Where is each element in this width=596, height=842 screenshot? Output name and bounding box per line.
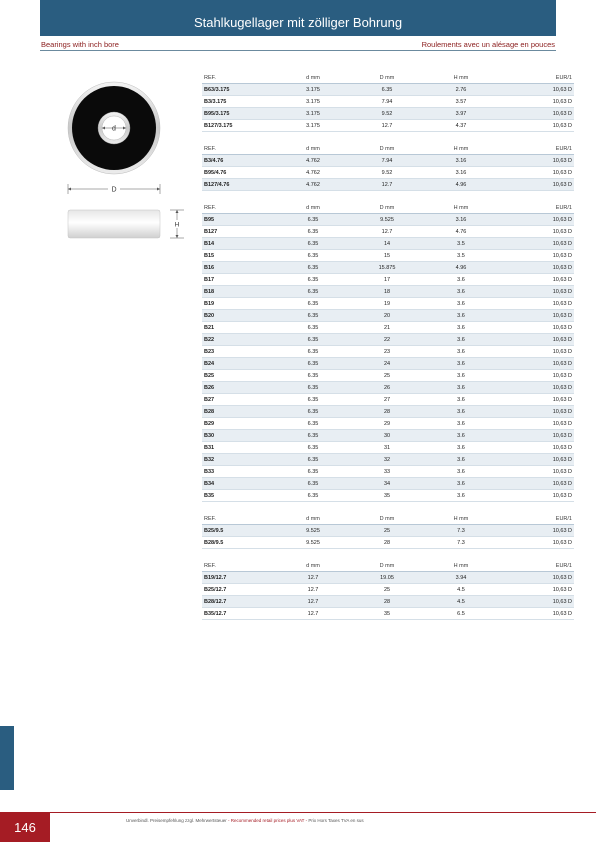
cell-ref: B63/3.175: [202, 84, 276, 96]
section-tab: [0, 726, 14, 790]
bearing-table: [202, 72, 574, 132]
table-row: [202, 96, 574, 108]
table-row: [202, 394, 574, 406]
cell-d: 28: [350, 406, 424, 418]
cell-d: 20: [350, 310, 424, 322]
cell-d: 21: [350, 322, 424, 334]
cell-d: 35: [350, 608, 424, 620]
cell-d: 19.05: [350, 572, 424, 584]
cell-h: 3.6: [424, 358, 498, 370]
table-row: [202, 179, 574, 191]
cell-h: 3.6: [424, 394, 498, 406]
cell-h: 6.5: [424, 608, 498, 620]
cell-h: 4.5: [424, 584, 498, 596]
cell-ref: B35/12.7: [202, 608, 276, 620]
cell-eur: 10,63 D: [498, 608, 574, 620]
cell-h: 3.6: [424, 454, 498, 466]
cell-d: 6.35: [276, 418, 350, 430]
table-row: [202, 120, 574, 132]
cell-ref: B19/12.7: [202, 572, 276, 584]
cell-d: 9.525: [276, 525, 350, 537]
column-header-eur: EUR/1: [498, 72, 574, 84]
cell-ref: B29: [202, 418, 276, 430]
column-header-eur: EUR/1: [498, 513, 574, 525]
cell-ref: B127/3.175: [202, 120, 276, 132]
table-row: [202, 108, 574, 120]
table-row: [202, 584, 574, 596]
cell-eur: 10,63 D: [498, 226, 574, 238]
cell-d: 6.35: [276, 466, 350, 478]
footer-note-de: Unverbindl. Preisempfehlung zzgl. Mehrwertsteuer: [126, 818, 227, 823]
column-header-h: H mm: [424, 72, 498, 84]
cell-d: 7.94: [350, 155, 424, 167]
cell-h: 4.37: [424, 120, 498, 132]
cell-d: 6.35: [276, 382, 350, 394]
cell-eur: 10,63 D: [498, 334, 574, 346]
cell-eur: 10,63 D: [498, 454, 574, 466]
cell-d: 7.94: [350, 96, 424, 108]
cell-h: 3.6: [424, 478, 498, 490]
cell-ref: B95/3.175: [202, 108, 276, 120]
cell-d: 6.35: [276, 286, 350, 298]
table-row: [202, 238, 574, 250]
cell-d: 6.35: [276, 490, 350, 502]
table-row: [202, 250, 574, 262]
bearing-table: [202, 560, 574, 620]
column-header-h: H mm: [424, 560, 498, 572]
cell-ref: B14: [202, 238, 276, 250]
cell-h: 3.6: [424, 442, 498, 454]
cell-d: 6.35: [276, 442, 350, 454]
table-row: [202, 370, 574, 382]
cell-ref: B30: [202, 430, 276, 442]
cell-eur: 10,63 D: [498, 490, 574, 502]
cell-eur: 10,63 D: [498, 382, 574, 394]
column-header-d: d mm: [276, 72, 350, 84]
cell-ref: B28: [202, 406, 276, 418]
cell-d: 35: [350, 490, 424, 502]
cell-eur: 10,63 D: [498, 108, 574, 120]
table-row: [202, 478, 574, 490]
table-row: [202, 346, 574, 358]
table-row: [202, 298, 574, 310]
bearing-table: [202, 143, 574, 191]
cell-d: 12.7: [276, 608, 350, 620]
cell-d: 12.7: [350, 179, 424, 191]
cell-d: 6.35: [276, 238, 350, 250]
cell-d: 14: [350, 238, 424, 250]
table-row: [202, 454, 574, 466]
diameter-inner-label: d: [112, 125, 116, 133]
column-header-d: d mm: [276, 560, 350, 572]
table-row: [202, 596, 574, 608]
table-row: [202, 406, 574, 418]
cell-eur: 10,63 D: [498, 358, 574, 370]
cell-h: 3.6: [424, 274, 498, 286]
cell-d: 6.35: [350, 84, 424, 96]
table-row: [202, 537, 574, 549]
cell-d: 12.7: [350, 120, 424, 132]
cell-eur: 10,63 D: [498, 262, 574, 274]
cell-h: 3.16: [424, 214, 498, 226]
cell-h: 3.6: [424, 382, 498, 394]
cell-ref: B3/3.175: [202, 96, 276, 108]
footer-divider: [50, 812, 596, 813]
cell-d: 6.35: [276, 358, 350, 370]
table-header-row: [202, 72, 574, 84]
table-row: [202, 358, 574, 370]
cell-h: 4.76: [424, 226, 498, 238]
cell-eur: 10,63 D: [498, 274, 574, 286]
cell-h: 3.94: [424, 572, 498, 584]
cell-h: 3.97: [424, 108, 498, 120]
cell-d: 34: [350, 478, 424, 490]
cell-ref: B21: [202, 322, 276, 334]
cell-ref: B15: [202, 250, 276, 262]
page-number: 146: [0, 812, 50, 842]
table-row: [202, 418, 574, 430]
cell-d: 25: [350, 370, 424, 382]
bearing-front-view: [68, 82, 160, 174]
cell-d: 12.7: [276, 596, 350, 608]
bearing-side-view: [68, 210, 184, 238]
cell-ref: B24: [202, 358, 276, 370]
cell-eur: 10,63 D: [498, 370, 574, 382]
bearing-table: [202, 513, 574, 549]
cell-ref: B28/9.5: [202, 537, 276, 549]
table-row: [202, 274, 574, 286]
cell-d: 12.7: [276, 584, 350, 596]
column-header-h: H mm: [424, 202, 498, 214]
cell-h: 3.5: [424, 238, 498, 250]
table-row: [202, 382, 574, 394]
column-header-ref: REF.: [202, 202, 276, 214]
cell-eur: 10,63 D: [498, 584, 574, 596]
cell-h: 3.6: [424, 346, 498, 358]
cell-ref: B26: [202, 382, 276, 394]
cell-eur: 10,63 D: [498, 537, 574, 549]
cell-d: 9.525: [350, 214, 424, 226]
cell-d: 6.35: [276, 250, 350, 262]
cell-d: 27: [350, 394, 424, 406]
cell-ref: B22: [202, 334, 276, 346]
cell-h: 7.3: [424, 525, 498, 537]
table-header-row: [202, 202, 574, 214]
cell-d: 28: [350, 537, 424, 549]
cell-ref: B95: [202, 214, 276, 226]
cell-ref: B34: [202, 478, 276, 490]
footer-note-fr: Prix Hors Taxes TVA en sus: [308, 818, 364, 823]
cell-h: 3.16: [424, 155, 498, 167]
cell-h: 3.6: [424, 370, 498, 382]
cell-eur: 10,63 D: [498, 84, 574, 96]
table-row: [202, 167, 574, 179]
cell-h: 7.3: [424, 537, 498, 549]
cell-d: 6.35: [276, 406, 350, 418]
cell-d: 9.52: [350, 167, 424, 179]
cell-ref: B3/4.76: [202, 155, 276, 167]
cell-d: 17: [350, 274, 424, 286]
cell-ref: B25/9.5: [202, 525, 276, 537]
cell-d: 25: [350, 525, 424, 537]
bearing-table: [202, 202, 574, 502]
cell-d: 6.35: [276, 370, 350, 382]
cell-d: 6.35: [276, 346, 350, 358]
cell-d: 30: [350, 430, 424, 442]
cell-ref: B23: [202, 346, 276, 358]
cell-ref: B16: [202, 262, 276, 274]
header-divider: [40, 50, 556, 51]
cell-d: 24: [350, 358, 424, 370]
cell-d: 6.35: [276, 298, 350, 310]
column-header-ref: REF.: [202, 143, 276, 155]
cell-h: 4.96: [424, 262, 498, 274]
cell-eur: 10,63 D: [498, 394, 574, 406]
cell-d: 12.7: [276, 572, 350, 584]
cell-eur: 10,63 D: [498, 179, 574, 191]
cell-h: 4.96: [424, 179, 498, 191]
table-row: [202, 226, 574, 238]
table-row: [202, 214, 574, 226]
cell-h: 3.6: [424, 406, 498, 418]
cell-h: 4.5: [424, 596, 498, 608]
column-header-d: D mm: [350, 560, 424, 572]
footer-price-note: [126, 818, 364, 823]
cell-h: 3.6: [424, 466, 498, 478]
cell-eur: 10,63 D: [498, 286, 574, 298]
table-row: [202, 322, 574, 334]
cell-h: 3.16: [424, 167, 498, 179]
table-header-row: [202, 143, 574, 155]
height-label: H: [174, 221, 180, 229]
cell-d: 3.175: [276, 96, 350, 108]
cell-d: 32: [350, 454, 424, 466]
column-header-ref: REF.: [202, 72, 276, 84]
table-row: [202, 84, 574, 96]
cell-d: 6.35: [276, 274, 350, 286]
cell-d: 12.7: [350, 226, 424, 238]
cell-d: 3.175: [276, 120, 350, 132]
cell-d: 15: [350, 250, 424, 262]
table-row: [202, 490, 574, 502]
cell-eur: 10,63 D: [498, 214, 574, 226]
table-row: [202, 466, 574, 478]
cell-eur: 10,63 D: [498, 596, 574, 608]
cell-d: 22: [350, 334, 424, 346]
column-header-d: D mm: [350, 202, 424, 214]
cell-h: 3.6: [424, 286, 498, 298]
outer-diameter-dimension: [68, 184, 160, 194]
table-row: [202, 525, 574, 537]
cell-ref: B32: [202, 454, 276, 466]
table-header-row: [202, 560, 574, 572]
cell-ref: B19: [202, 298, 276, 310]
cell-d: 6.35: [276, 214, 350, 226]
cell-eur: 10,63 D: [498, 298, 574, 310]
cell-ref: B27: [202, 394, 276, 406]
diameter-outer-label: D: [111, 186, 117, 194]
cell-ref: B127/4.76: [202, 179, 276, 191]
cell-ref: B35: [202, 490, 276, 502]
table-row: [202, 286, 574, 298]
table-row: [202, 262, 574, 274]
cell-eur: 10,63 D: [498, 478, 574, 490]
cell-d: 33: [350, 466, 424, 478]
cell-d: 6.35: [276, 454, 350, 466]
table-row: [202, 608, 574, 620]
cell-ref: B95/4.76: [202, 167, 276, 179]
spec-tables: [202, 72, 572, 631]
cell-d: 6.35: [276, 322, 350, 334]
column-header-h: H mm: [424, 143, 498, 155]
cell-d: 25: [350, 584, 424, 596]
cell-eur: 10,63 D: [498, 310, 574, 322]
table-row: [202, 442, 574, 454]
cell-d: 19: [350, 298, 424, 310]
cell-ref: B28/12.7: [202, 596, 276, 608]
cell-eur: 10,63 D: [498, 322, 574, 334]
cell-d: 26: [350, 382, 424, 394]
cell-h: 3.6: [424, 322, 498, 334]
cell-h: 3.6: [424, 310, 498, 322]
column-header-ref: REF.: [202, 513, 276, 525]
table-header-row: [202, 513, 574, 525]
cell-ref: B17: [202, 274, 276, 286]
cell-ref: B31: [202, 442, 276, 454]
bearing-drawing: [66, 68, 196, 248]
cell-d: 18: [350, 286, 424, 298]
cell-eur: 10,63 D: [498, 418, 574, 430]
cell-h: 3.6: [424, 490, 498, 502]
cell-h: 3.6: [424, 334, 498, 346]
cell-ref: B25: [202, 370, 276, 382]
cell-d: 4.762: [276, 155, 350, 167]
cell-eur: 10,63 D: [498, 96, 574, 108]
column-header-d: D mm: [350, 143, 424, 155]
subtitle-english: Bearings with inch bore: [41, 40, 119, 49]
cell-d: 6.35: [276, 310, 350, 322]
cell-h: 3.6: [424, 430, 498, 442]
table-row: [202, 430, 574, 442]
table-row: [202, 310, 574, 322]
table-row: [202, 155, 574, 167]
cell-eur: 10,63 D: [498, 238, 574, 250]
cell-eur: 10,63 D: [498, 430, 574, 442]
cell-d: 6.35: [276, 262, 350, 274]
column-header-h: H mm: [424, 513, 498, 525]
cell-d: 15.875: [350, 262, 424, 274]
cell-d: 6.35: [276, 334, 350, 346]
cell-d: 28: [350, 596, 424, 608]
column-header-eur: EUR/1: [498, 560, 574, 572]
cell-d: 9.52: [350, 108, 424, 120]
cell-d: 6.35: [276, 430, 350, 442]
cell-eur: 10,63 D: [498, 466, 574, 478]
cell-d: 6.35: [276, 394, 350, 406]
cell-h: 3.5: [424, 250, 498, 262]
column-header-d: d mm: [276, 513, 350, 525]
footer-note-en: - Recommended retail prices plus VAT -: [226, 818, 309, 823]
cell-eur: 10,63 D: [498, 572, 574, 584]
cell-d: 31: [350, 442, 424, 454]
cell-d: 3.175: [276, 84, 350, 96]
cell-ref: B18: [202, 286, 276, 298]
cell-h: 3.6: [424, 418, 498, 430]
cell-ref: B20: [202, 310, 276, 322]
cell-eur: 10,63 D: [498, 250, 574, 262]
cell-d: 6.35: [276, 478, 350, 490]
cell-h: 3.57: [424, 96, 498, 108]
column-header-d: D mm: [350, 513, 424, 525]
page-title-bar: [40, 0, 556, 36]
table-row: [202, 334, 574, 346]
cell-d: 6.35: [276, 226, 350, 238]
cell-h: 3.6: [424, 298, 498, 310]
cell-eur: 10,63 D: [498, 155, 574, 167]
cell-d: 4.762: [276, 167, 350, 179]
cell-ref: B127: [202, 226, 276, 238]
column-header-d: D mm: [350, 72, 424, 84]
cell-eur: 10,63 D: [498, 442, 574, 454]
cell-h: 2.76: [424, 84, 498, 96]
cell-eur: 10,63 D: [498, 525, 574, 537]
cell-d: 4.762: [276, 179, 350, 191]
bearing-illustration: [66, 68, 196, 248]
column-header-eur: EUR/1: [498, 202, 574, 214]
table-row: [202, 572, 574, 584]
page-title: Stahlkugellager mit zölliger Bohrung: [193, 15, 403, 30]
column-header-eur: EUR/1: [498, 143, 574, 155]
column-header-d: d mm: [276, 143, 350, 155]
cell-d: 9.525: [276, 537, 350, 549]
cell-eur: 10,63 D: [498, 120, 574, 132]
cell-ref: B25/12.7: [202, 584, 276, 596]
column-header-ref: REF.: [202, 560, 276, 572]
column-header-d: d mm: [276, 202, 350, 214]
cell-d: 29: [350, 418, 424, 430]
cell-d: 3.175: [276, 108, 350, 120]
cell-eur: 10,63 D: [498, 167, 574, 179]
subtitle-french: Roulements avec un alésage en pouces: [421, 40, 555, 49]
cell-eur: 10,63 D: [498, 406, 574, 418]
cell-d: 23: [350, 346, 424, 358]
cell-eur: 10,63 D: [498, 346, 574, 358]
cell-ref: B33: [202, 466, 276, 478]
